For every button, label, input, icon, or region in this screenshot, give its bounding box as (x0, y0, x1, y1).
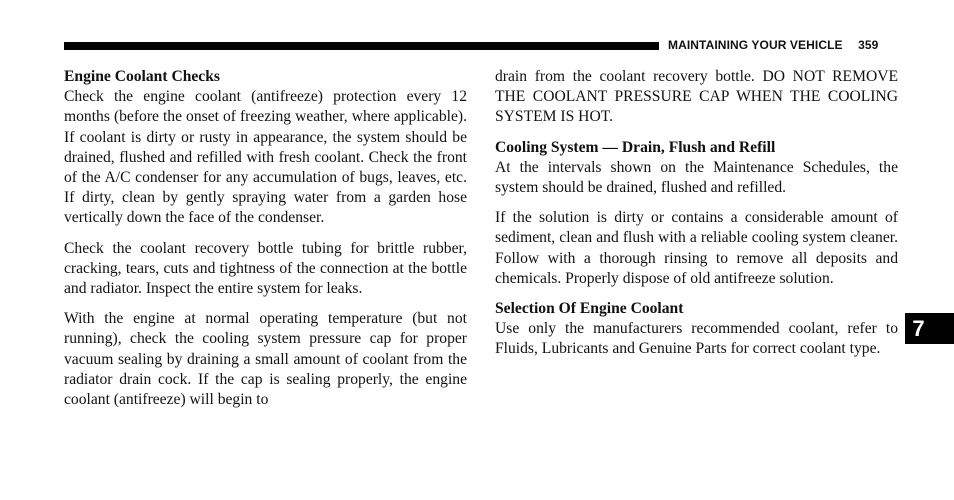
chapter-tab: 7 (905, 313, 954, 344)
running-header (668, 38, 878, 52)
paragraph-maintenance-intervals: At the intervals shown on the Maintenance Schedules, the system should be drained, flushed and refilled. (495, 158, 898, 197)
paragraph-recovery-bottle-tubing: Check the coolant recovery bottle tubing for brittle rubber, cracking, tears, cuts and tightness of the connection at the bottle and radiator. Inspect the entire system for leaks. (64, 239, 467, 298)
heading-engine-coolant-checks: Engine Coolant Checks (64, 68, 220, 85)
paragraph-coolant-protection: Check the engine coolant (antifreeze) protection every 12 months (before the onset of freezing weather, where applicable). If coolant is dirty or rusty in appearance, the system should be drained, flushed and refilled with fresh coolant. Check the front of the A/C condenser for any accumulation of bugs, leaves, etc. If dirty, clean by gently spraying water from a garden hose vertically down the face of the condenser. (64, 88, 467, 227)
heading-drain-flush-refill: Cooling System — Drain, Flush and Refill (495, 138, 776, 156)
left-column (64, 67, 467, 420)
right-column (495, 67, 898, 370)
paragraph-continued-warning: drain from the coolant recovery bottle. DO NOT REMOVE THE COOLANT PRESSURE CAP WHEN THE COOLING SYSTEM IS HOT. (495, 68, 898, 126)
header-rule (64, 42, 659, 50)
page-number: 359 (858, 38, 879, 52)
heading-selection-of-coolant: Selection Of Engine Coolant (495, 300, 684, 318)
section-title: MAINTAINING YOUR VEHICLE (668, 38, 843, 52)
paragraph-recommended-coolant: Use only the manufacturers recommended coolant, refer to Fluids, Lubricants and Genuine Parts for correct coolant type. (495, 320, 898, 358)
paragraph-dirty-solution: If the solution is dirty or contains a considerable amount of sediment, clean and flush with a reliable cooling system cleaner. Follow with a thorough rinsing to remove all deposits and chemicals. Properly dispose of old antifreeze solution. (495, 209, 898, 287)
paragraph-pressure-cap-check: With the engine at normal operating temperature (but not running), check the cooling system pressure cap for proper vacuum sealing by draining a small amount of coolant from the radiator drain cock. If the cap is sealing properly, the engine coolant (antifreeze) will begin to (64, 310, 467, 409)
